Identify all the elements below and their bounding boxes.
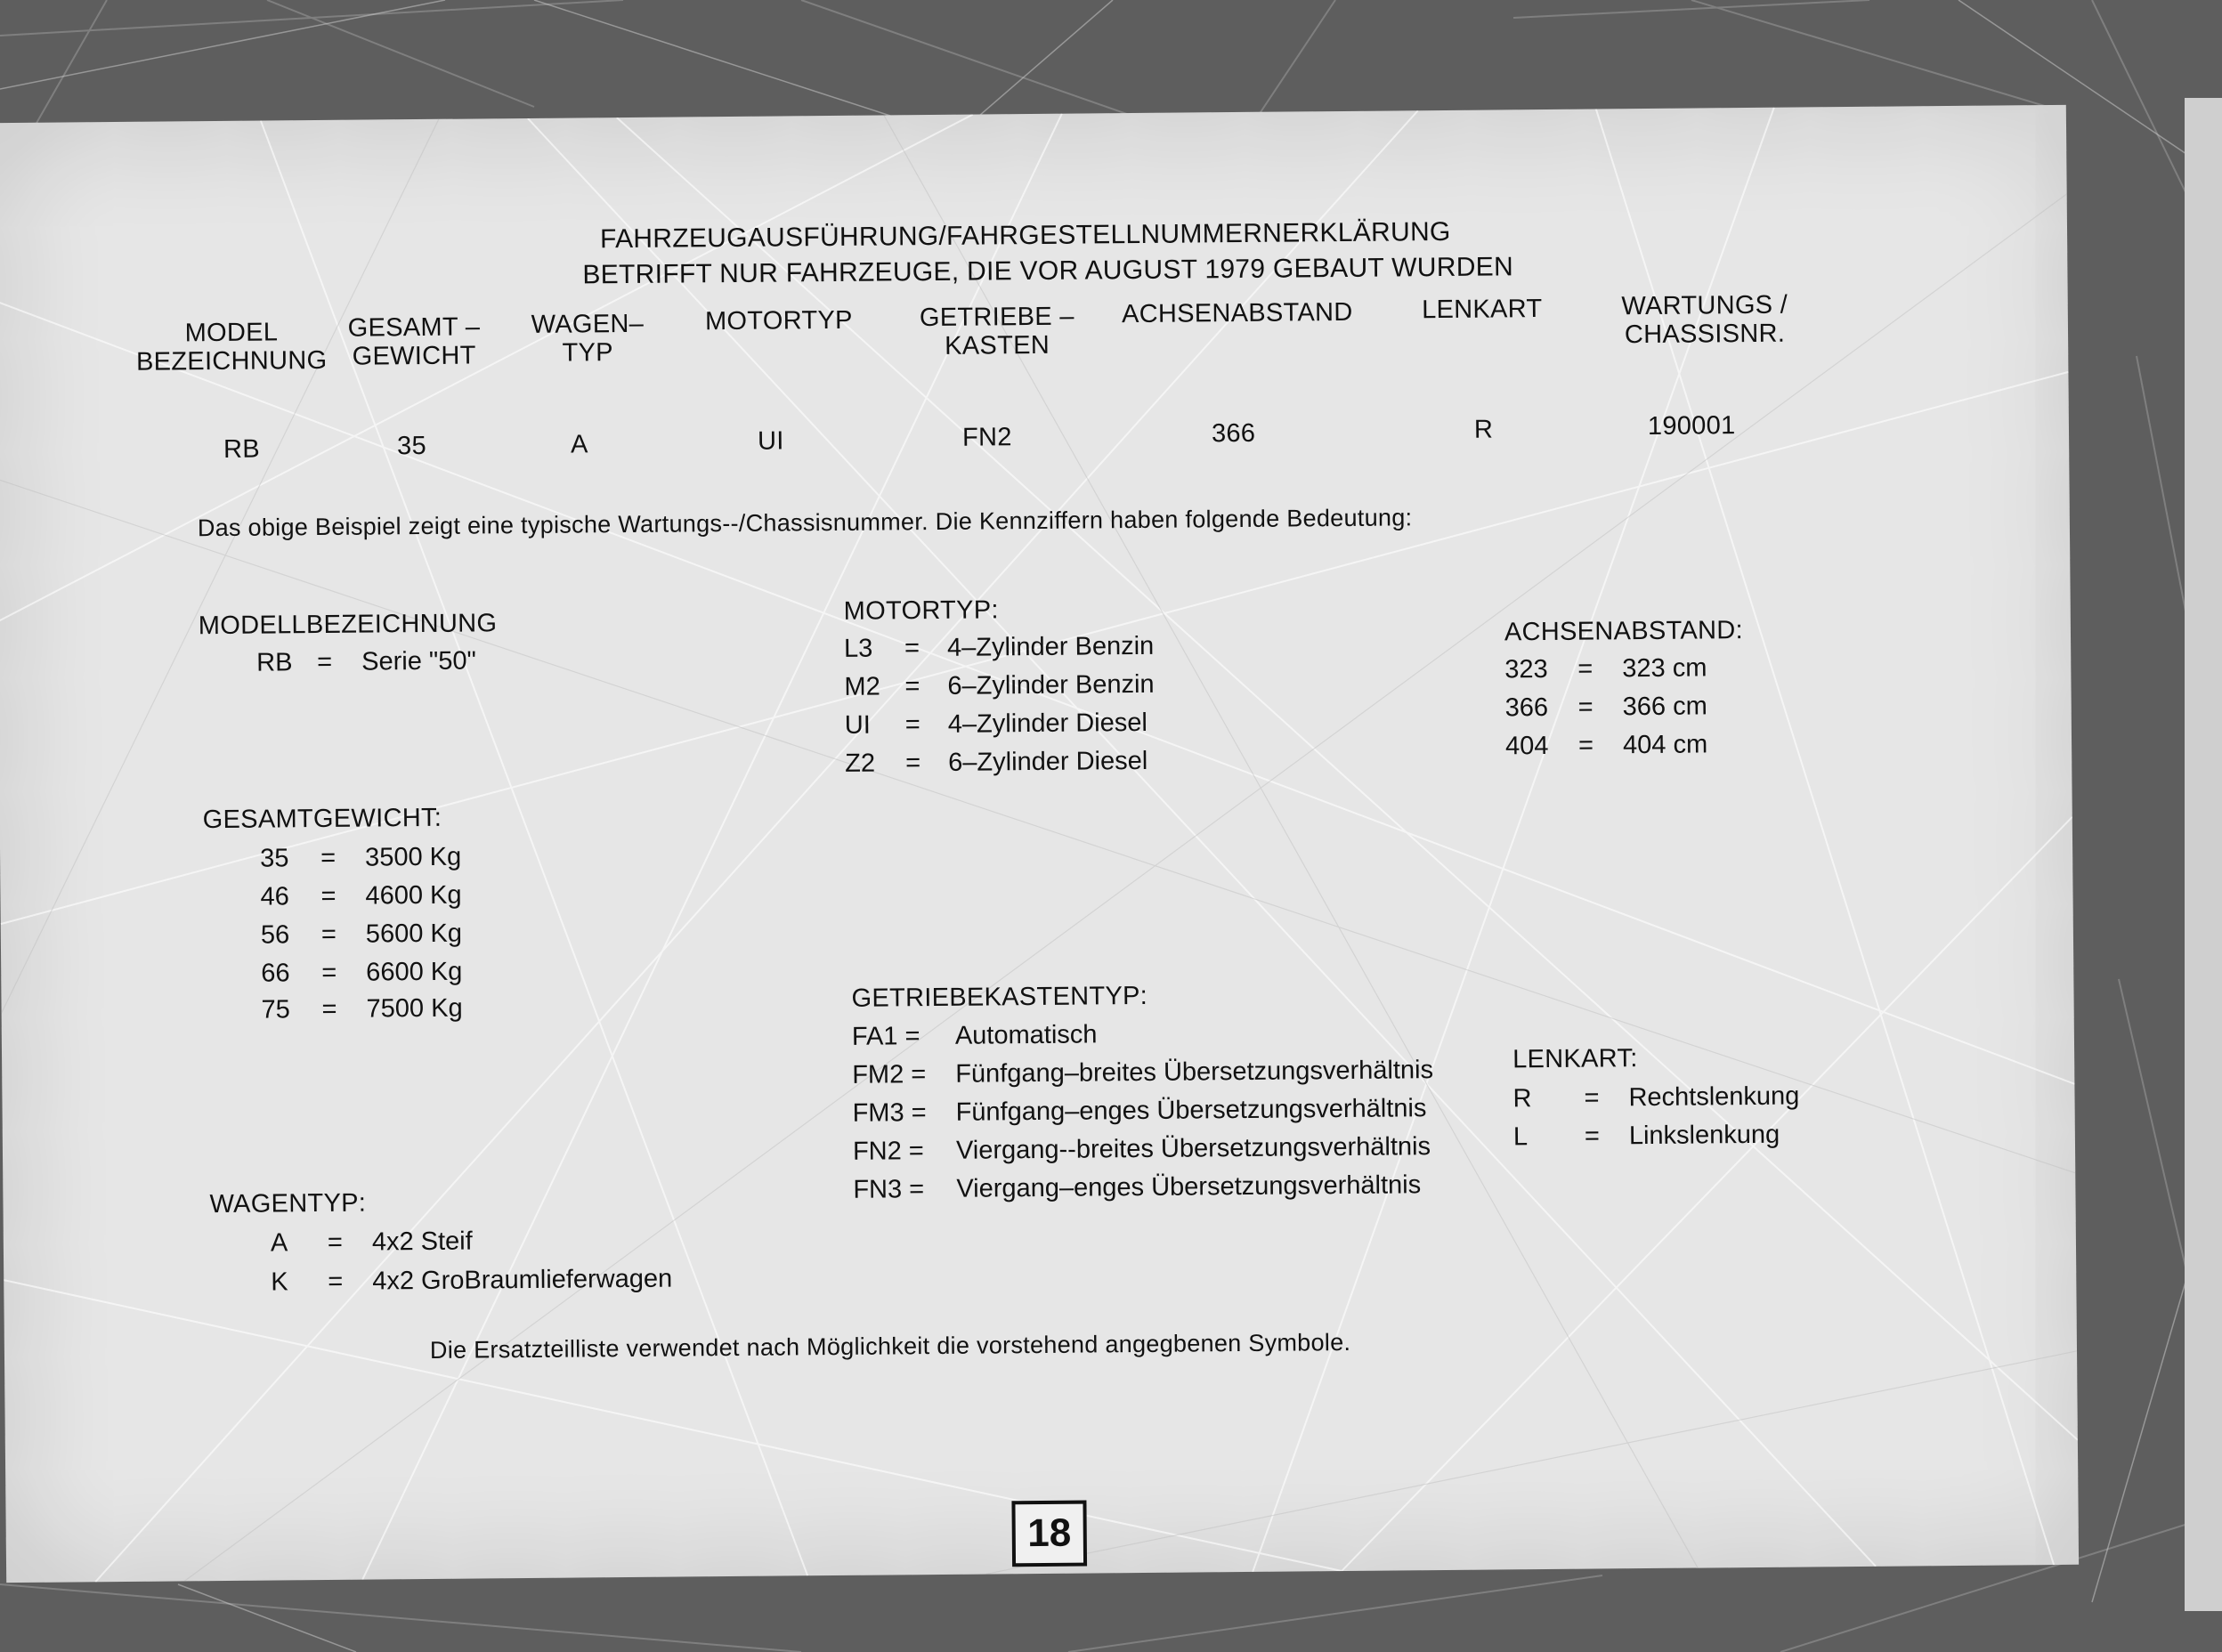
code: RB xyxy=(256,648,293,677)
example-value-achsenabstand: 366 xyxy=(1211,418,1256,449)
section-heading-lenkart: LENKART: xyxy=(1512,1044,1638,1074)
document-sheet xyxy=(0,105,2079,1583)
description: Serie "50" xyxy=(361,646,476,676)
example-value-model: RB xyxy=(223,434,261,464)
column-header-motortyp xyxy=(699,306,859,336)
code: Z2 xyxy=(845,749,876,778)
description: Rechtslenkung xyxy=(1628,1081,1800,1113)
equals: = xyxy=(320,843,337,873)
adjacent-page-edge xyxy=(2185,98,2222,1611)
column-header-model xyxy=(129,318,335,377)
equals: = xyxy=(905,749,921,778)
code: L xyxy=(1512,1122,1529,1152)
equals: = xyxy=(1584,1122,1600,1151)
column-header-line2: KASTEN xyxy=(945,330,1050,360)
example-value-gesamt: 35 xyxy=(396,431,427,461)
code: 323 xyxy=(1504,654,1548,684)
section-heading-modell: MODELLBEZEICHNUNG xyxy=(198,609,498,641)
column-header-line2: BEZEICHNUNG xyxy=(135,345,328,377)
page-number: 18 xyxy=(1011,1501,1087,1567)
code: FM3 = xyxy=(852,1098,927,1128)
description: 4x2 Steif xyxy=(371,1227,473,1257)
column-header-wartungs xyxy=(1598,290,1812,349)
description: 366 cm xyxy=(1622,692,1707,722)
column-header-line1: WAGEN– xyxy=(531,309,645,339)
description: Viergang--breites Übersetzungsverhältnis xyxy=(955,1132,1431,1165)
description: 323 cm xyxy=(1622,653,1707,684)
section-heading-motortyp: MOTORTYP: xyxy=(843,595,999,626)
description: 7500 Kg xyxy=(366,993,463,1024)
example-value-getriebe: FN2 xyxy=(961,423,1012,452)
equals: = xyxy=(1577,731,1594,760)
example-value-wartungs: 190001 xyxy=(1647,411,1736,441)
column-header-getriebe xyxy=(912,303,1083,361)
code: A xyxy=(270,1228,288,1258)
intro-text: Das obige Beispiel zeigt eine typische Wartungs--/Chassisnummer. Die Kennziffern haben folgende Bedeutung: xyxy=(197,504,1413,542)
column-header-line1: LENKART xyxy=(1421,295,1543,325)
description: 6–Zylinder Benzin xyxy=(947,669,1155,700)
code: 66 xyxy=(261,959,290,988)
column-header-achsenabstand xyxy=(1117,298,1358,328)
description: Fünfgang–breites Übersetzungsverhältnis xyxy=(955,1056,1434,1089)
equals: = xyxy=(904,672,920,701)
code: 75 xyxy=(261,995,290,1024)
code: 366 xyxy=(1504,692,1549,723)
section-heading-wagentyp: WAGENTYP: xyxy=(209,1188,367,1219)
column-header-line1: ACHSENABSTAND xyxy=(1121,297,1353,329)
description: 3500 Kg xyxy=(364,842,462,872)
equals: = xyxy=(1577,654,1594,684)
description: Fünfgang–enges Übersetzungsverhältnis xyxy=(955,1094,1427,1127)
code: R xyxy=(1512,1084,1532,1113)
description: Linkslenkung xyxy=(1628,1120,1780,1151)
equals: = xyxy=(904,634,920,663)
column-header-lenkart xyxy=(1411,295,1553,324)
column-header-line1: WARTUNGS / xyxy=(1621,290,1788,321)
section-heading-achsenabstand: ACHSENABSTAND: xyxy=(1504,616,1744,647)
description: 6–Zylinder Diesel xyxy=(948,746,1148,777)
description: 5600 Kg xyxy=(365,919,463,949)
equals: = xyxy=(321,958,337,988)
title-line-1: FAHRZEUGAUSFÜHRUNG/FAHRGESTELLNUMMERNERKLÄRUNG xyxy=(599,216,1451,255)
code: 56 xyxy=(260,920,290,950)
description: Viergang–enges Übersetzungsverhältnis xyxy=(956,1170,1422,1203)
code: UI xyxy=(844,710,871,740)
equals: = xyxy=(320,919,337,950)
example-value-lenkart: R xyxy=(1473,415,1494,444)
code: L3 xyxy=(843,634,873,663)
description: Automatisch xyxy=(954,1020,1098,1050)
description: 4600 Kg xyxy=(365,880,462,911)
equals: = xyxy=(1584,1083,1600,1113)
code: 46 xyxy=(260,882,289,911)
column-header-wagen xyxy=(521,310,655,368)
column-header-line2: TYP xyxy=(562,338,613,368)
column-header-line1: GESAMT – xyxy=(347,312,481,343)
example-value-wagen: A xyxy=(570,430,588,459)
column-header-line2: GEWICHT xyxy=(352,341,476,371)
code: FN3 = xyxy=(853,1175,925,1204)
code: FA1 = xyxy=(851,1022,920,1051)
footer-note: Die Ersatzteilliste verwendet nach Möglichkeit die vorstehend angegbenen Symbole. xyxy=(429,1328,1351,1364)
code: 35 xyxy=(259,844,289,873)
equals: = xyxy=(327,1227,343,1257)
equals: = xyxy=(320,881,337,911)
code: FM2 = xyxy=(852,1060,927,1089)
equals: = xyxy=(328,1267,344,1296)
equals: = xyxy=(321,994,337,1024)
description: 4x2 GroBraumlieferwagen xyxy=(372,1264,673,1296)
equals: = xyxy=(317,647,333,677)
column-header-line2: CHASSISNR. xyxy=(1624,319,1786,350)
column-header-line1: GETRIEBE – xyxy=(919,302,1075,333)
equals: = xyxy=(904,710,920,740)
code: 404 xyxy=(1504,731,1549,761)
example-value-motortyp: UI xyxy=(757,426,784,456)
section-heading-gesamtgewicht: GESAMTGEWICHT: xyxy=(202,803,442,835)
section-heading-getriebe: GETRIEBEKASTENTYP: xyxy=(851,981,1148,1013)
column-header-line1: MODEL xyxy=(184,318,279,348)
description: 404 cm xyxy=(1622,730,1708,760)
code: M2 xyxy=(844,672,880,701)
column-header-line1: MOTORTYP xyxy=(704,305,853,336)
equals: = xyxy=(1577,692,1594,722)
description: 4–Zylinder Benzin xyxy=(946,631,1155,662)
code: FN2 = xyxy=(852,1137,924,1166)
code: K xyxy=(271,1267,288,1297)
description: 4–Zylinder Diesel xyxy=(947,708,1148,739)
column-header-gesamt xyxy=(343,312,486,370)
description: 6600 Kg xyxy=(366,957,463,987)
title-line-2: BETRIFFT NUR FAHRZEUGE, DIE VOR AUGUST 1979 GEBAUT WURDEN xyxy=(582,252,1514,290)
